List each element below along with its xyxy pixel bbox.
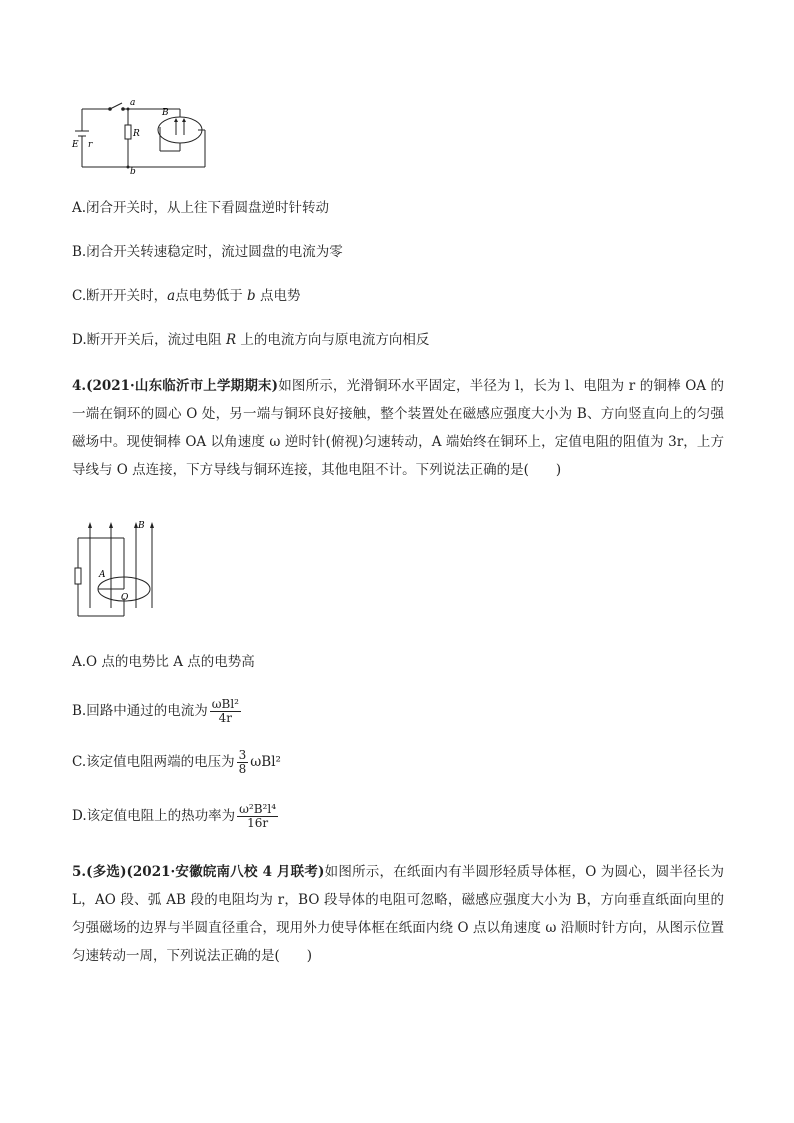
fraction: $\frac{\text{ωBl²}}{4r}$ bbox=[211, 697, 239, 725]
label-B: B bbox=[138, 521, 145, 531]
fraction: $\frac{3}{8}$ bbox=[238, 748, 247, 776]
q5-stem: 5.(多选)(2021·安徽皖南八校 4 月联考)如图所示，在纸面内有半圆形轻质导体框，O 为圆心，圆半径长为 L，AO 段、弧 AB 段的电阻均为 r，BO 段导体的电阻可忽略，磁感应强度大小为 B，方向垂直纸面向里的匀强磁场的边界与半圆直径重合，现用外力使导体框在纸面内绕 O 点以角速度 ω 沿顺时针方向，从图示位置匀速转动一周，下列说法正确的是( ) bbox=[72, 864, 725, 964]
q3-option-c: C.断开开关时，a点电势低于 b 点电势 bbox=[72, 288, 301, 304]
q3-option-a: A.闭合开关时，从上往下看圆盘逆时针转动 bbox=[72, 200, 330, 216]
label-E: E bbox=[72, 140, 79, 150]
label-R: R bbox=[133, 129, 140, 139]
label-b: b bbox=[130, 167, 136, 175]
q4-stem: 4.(2021·山东临沂市上学期期末)如图所示，光滑铜环水平固定，半径为 l，长为 l、电阻为 r 的铜棒 OA 的一端在铜环的圆心 O 处，另一端与铜环良好接触，整个装置处在磁感应强度大小为 B、方向竖直向上的匀强磁场中。现使铜棒 OA 以角速度 ω 逆时针(俯视)匀速转动，A 端始终在铜环上，定值电阻的阻值为 3r，上方导线与 O 点连接，下方导线与铜环连接，其他电阻不计。下列说法正确的是( ) bbox=[72, 378, 724, 478]
q4-option-b: B.回路中通过的电流为 $\frac{\text{ωBl²}}{4r}$ bbox=[72, 697, 239, 725]
label-r: r bbox=[88, 140, 93, 150]
fraction: $\frac{\text{ω²B²l⁴}}{16r}$ bbox=[239, 802, 277, 830]
q3-option-d: D.断开开关后，流过电阻 R 上的电流方向与原电流方向相反 bbox=[72, 332, 430, 348]
label-a: a bbox=[130, 98, 136, 108]
label-O: O bbox=[121, 593, 129, 603]
q4-option-c: C.该定值电阻两端的电压为 $\frac{3}{8}$ ωBl² bbox=[72, 748, 281, 776]
circuit-figure-2 bbox=[70, 518, 170, 626]
circuit-figure-1 bbox=[70, 95, 220, 175]
q3-option-b: B.闭合开关转速稳定时，流过圆盘的电流为零 bbox=[72, 244, 343, 260]
label-B: B bbox=[162, 108, 169, 118]
q4-option-d: D.该定值电阻上的热功率为 $\frac{\text{ω²B²l⁴}}{16r}$ bbox=[72, 802, 277, 830]
q4-option-a: A.O 点的电势比 A 点的电势高 bbox=[72, 654, 255, 670]
label-A: A bbox=[99, 570, 106, 580]
